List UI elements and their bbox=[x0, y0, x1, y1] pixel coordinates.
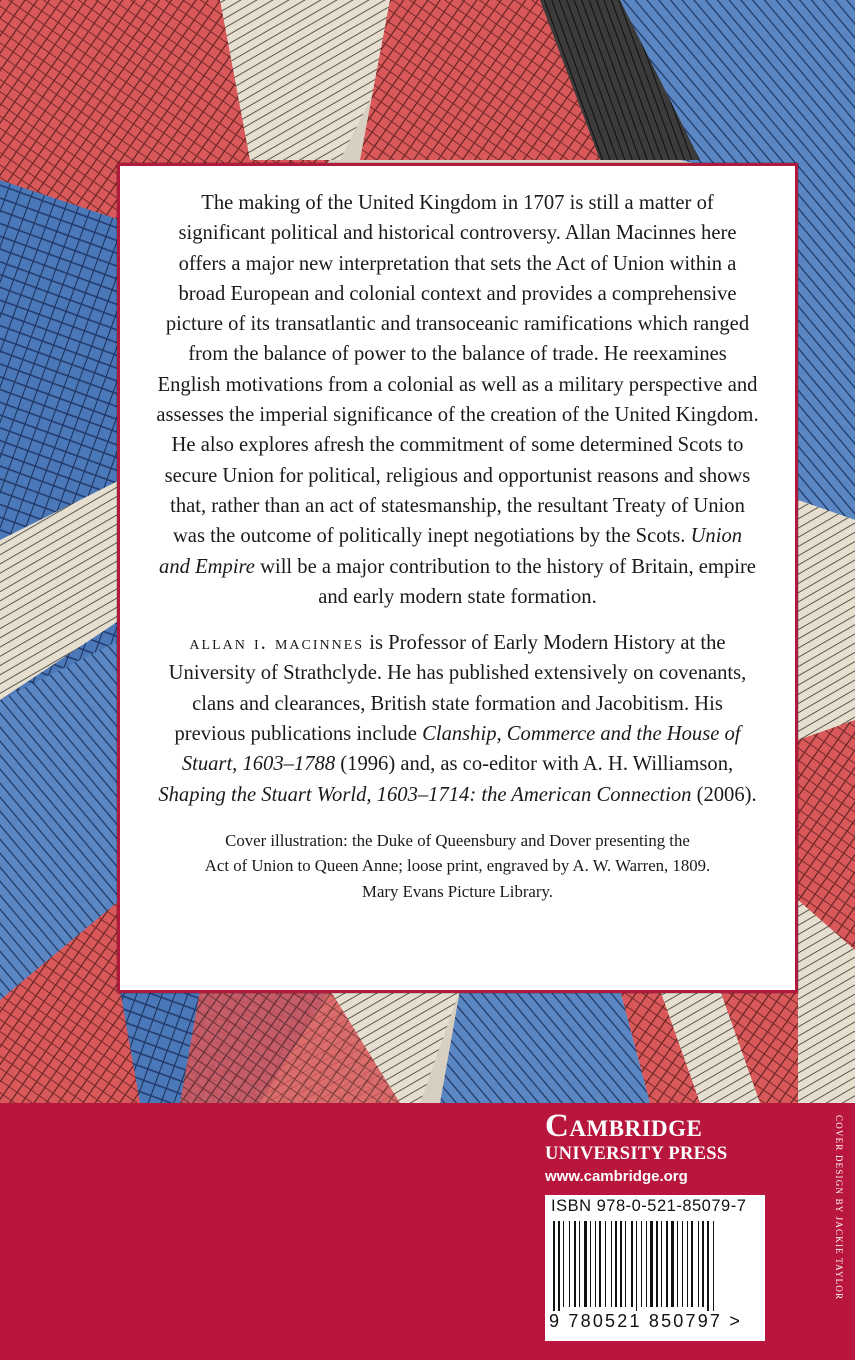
publisher-logo-name: Cambridge bbox=[545, 1108, 703, 1144]
author-biography bbox=[156, 628, 759, 810]
barcode-icon bbox=[545, 1221, 765, 1313]
barcode-bar bbox=[691, 1221, 693, 1307]
barcode-bar bbox=[650, 1221, 653, 1307]
barcode-bar bbox=[579, 1221, 580, 1307]
barcode-bar bbox=[625, 1221, 626, 1307]
bio-text: (2006). bbox=[696, 783, 757, 806]
barcode-bar bbox=[620, 1221, 622, 1307]
barcode-bar bbox=[631, 1221, 633, 1307]
barcode-bar bbox=[558, 1221, 560, 1313]
barcode-bar bbox=[636, 1221, 637, 1313]
author-name: allan i. macinnes bbox=[189, 632, 365, 655]
barcode-bar bbox=[656, 1221, 658, 1307]
barcode-digits: 9 780521 850797 > bbox=[549, 1311, 743, 1331]
credit-line: Act of Union to Queen Anne; loose print, engraved by A. W. Warren, 1809. bbox=[204, 856, 711, 876]
bio-text: is Professor of Early Modern History at the University of Strathclyde. He has published extensively on covenants, clans and clearances, British state formation and Jacobitism. His previous publications include bbox=[168, 632, 747, 746]
coedited-book-title: Shaping the Stuart World, 1603–1714: the American Connection bbox=[158, 783, 692, 806]
barcode-bar bbox=[713, 1221, 714, 1313]
barcode-bar bbox=[698, 1221, 699, 1307]
barcode-bar bbox=[615, 1221, 617, 1307]
barcode-bar bbox=[677, 1221, 678, 1307]
barcode-bar bbox=[605, 1221, 606, 1307]
publisher-url: www.cambridge.org bbox=[545, 1168, 688, 1185]
barcode-bar bbox=[595, 1221, 596, 1307]
book-title-italic: Union and Empire bbox=[159, 525, 743, 578]
isbn-label: ISBN 978-0-521-85079-7 bbox=[551, 1197, 747, 1215]
barcode-bar bbox=[563, 1221, 564, 1307]
barcode-bar bbox=[702, 1221, 704, 1307]
barcode-bar bbox=[687, 1221, 688, 1307]
barcode-bar bbox=[682, 1221, 683, 1307]
barcode-bar bbox=[671, 1221, 674, 1307]
barcode-bar bbox=[574, 1221, 576, 1307]
credit-line: Cover illustration: the Duke of Queensbury and Dover presenting the bbox=[225, 830, 690, 850]
credit-line: Mary Evans Picture Library. bbox=[362, 881, 553, 901]
bio-text: (1996) and, as co-editor with A. H. Williamson, bbox=[340, 753, 734, 776]
barcode-bar bbox=[666, 1221, 668, 1307]
barcode-bar bbox=[646, 1221, 647, 1307]
barcode-bar bbox=[599, 1221, 601, 1307]
barcode-bar bbox=[641, 1221, 642, 1307]
description-panel bbox=[117, 163, 798, 993]
publisher-subtitle: UNIVERSITY PRESS bbox=[545, 1144, 728, 1164]
book-description bbox=[156, 188, 759, 612]
barcode-bar bbox=[707, 1221, 709, 1313]
description-text: The making of the United Kingdom in 1707 is still a matter of significant political and historical controversy. Allan Macinnes here offers a major new interpretation that sets the Act of Union within a broad European and colonial context and provides a comprehensive picture of its transatlantic and transoceanic ramifications which ranged from the balance of power to the balance of trade. He reexamines English motivations from a colonial as well as a military perspective and assesses the imperial significance of the creation of the United Kingdom. He also explores afresh the commitment of some determined Scots to secure Union for political, religious and opportunist reasons and shows that, rather than an act of statesmanship, the resultant Treaty of Union was the outcome of politically inept negotiations by the Scots. bbox=[156, 192, 759, 548]
barcode-label bbox=[545, 1195, 765, 1341]
cover-design-credit: COVER DESIGN BY JACKIE TAYLOR bbox=[834, 1115, 844, 1301]
previous-book-title: Clanship, Commerce and the House of Stuart, 1603–1788 bbox=[181, 723, 741, 776]
cover-illustration-credit bbox=[156, 828, 759, 905]
barcode-bar bbox=[584, 1221, 587, 1307]
barcode-bar bbox=[553, 1221, 555, 1313]
barcode-bar bbox=[590, 1221, 591, 1307]
barcode-bar bbox=[569, 1221, 570, 1307]
barcode-bar bbox=[661, 1221, 662, 1307]
description-text-end: will be a major contribution to the history of Britain, empire and early modern state formation. bbox=[260, 555, 756, 608]
barcode-bar bbox=[611, 1221, 612, 1307]
